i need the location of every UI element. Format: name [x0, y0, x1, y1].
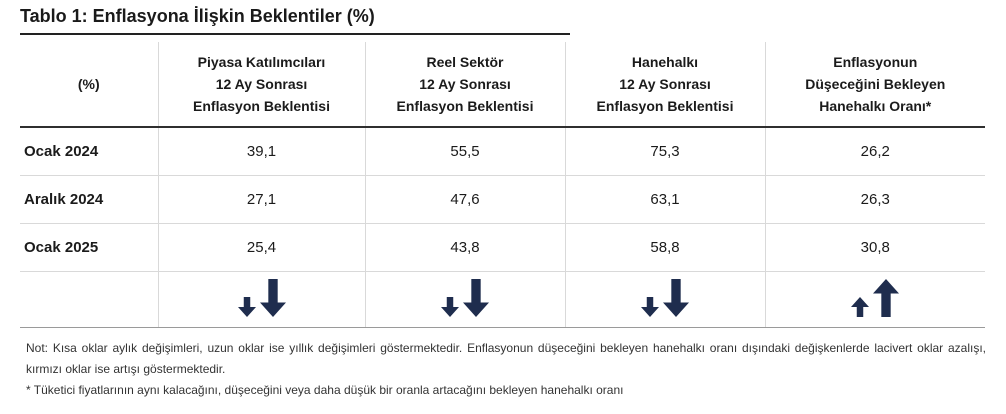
table-cell: 75,3: [565, 127, 765, 176]
table-cell: 47,6: [365, 176, 565, 224]
table-row: [20, 224, 985, 272]
short-arrow-down-icon: [441, 297, 459, 317]
arrow-pair: [641, 279, 689, 317]
table-footnote: * Tüketici fiyatlarının aynı kalacağını, düşeceğini veya daha düşük bir oranla artacağını bekleyen hanehalkı oranı: [26, 383, 624, 397]
header-line: Düşeceğini Bekleyen: [805, 76, 946, 92]
arrow-pair: [851, 279, 899, 317]
table-row: [20, 176, 985, 224]
header-line: 12 Ay Sonrası: [215, 76, 308, 92]
header-households: [565, 42, 765, 127]
table-cell: 26,3: [765, 176, 985, 224]
expectations-table: [20, 42, 985, 328]
header-line: Enflasyon Beklentisi: [396, 98, 534, 114]
arrow-row-label-empty: [20, 272, 158, 328]
header-line: Enflasyonun: [833, 54, 918, 70]
table-cell: 55,5: [365, 127, 565, 176]
header-line: Enflasyon Beklentisi: [596, 98, 734, 114]
arrow-cell: [158, 272, 365, 328]
long-arrow-down-icon: [463, 279, 489, 317]
row-label: Ocak 2024: [20, 127, 158, 176]
table-cell: 43,8: [365, 224, 565, 272]
long-arrow-down-icon: [663, 279, 689, 317]
header-line: Hanehalkı: [631, 54, 699, 70]
arrow-cell: [765, 272, 985, 328]
header-line: 12 Ay Sonrası: [619, 76, 711, 92]
row-label: Aralık 2024: [20, 176, 158, 224]
table-cell: 63,1: [565, 176, 765, 224]
header-household-ratio: [765, 42, 985, 127]
header-line: 12 Ay Sonrası: [419, 76, 511, 92]
table-header-row: [20, 42, 985, 127]
long-arrow-up-icon: [873, 279, 899, 317]
table-note: Not: Kısa oklar aylık değişimleri, uzun oklar ise yıllık değişimleri göstermektedir. Enflasyonun düşeceğini bekleyen hanehalkı oranı dışındaki değişkenlerde lacivert oklar azalışı, kırmızı oklar ise artışı göstermektedir.: [26, 341, 986, 376]
row-label: Ocak 2025: [20, 224, 158, 272]
arrow-pair: [441, 279, 489, 317]
header-real-sector: [365, 42, 565, 127]
table-cell: 27,1: [158, 176, 365, 224]
table-cell: 30,8: [765, 224, 985, 272]
table-cell: 39,1: [158, 127, 365, 176]
title-underline: [20, 33, 570, 35]
header-line: Piyasa Katılımcıları: [197, 54, 326, 70]
arrow-row: [20, 272, 985, 328]
table-title: Tablo 1: Enflasyona İlişkin Beklentiler (%): [20, 6, 375, 26]
arrow-cell: [365, 272, 565, 328]
table-cell: 26,2: [765, 127, 985, 176]
header-line: Reel Sektör: [426, 54, 504, 70]
header-line: Enflasyon Beklentisi: [193, 98, 330, 114]
header-unit: (%): [77, 76, 100, 92]
table-cell: 58,8: [565, 224, 765, 272]
long-arrow-down-icon: [260, 279, 286, 317]
short-arrow-down-icon: [641, 297, 659, 317]
header-market-participants: [158, 42, 365, 127]
table-cell: 25,4: [158, 224, 365, 272]
short-arrow-down-icon: [238, 297, 256, 317]
table-row: [20, 127, 985, 176]
arrow-cell: [565, 272, 765, 328]
short-arrow-up-icon: [851, 297, 869, 317]
header-line: Hanehalkı Oranı*: [819, 98, 932, 114]
arrow-pair: [238, 279, 286, 317]
expectations-table-container: [20, 42, 985, 328]
